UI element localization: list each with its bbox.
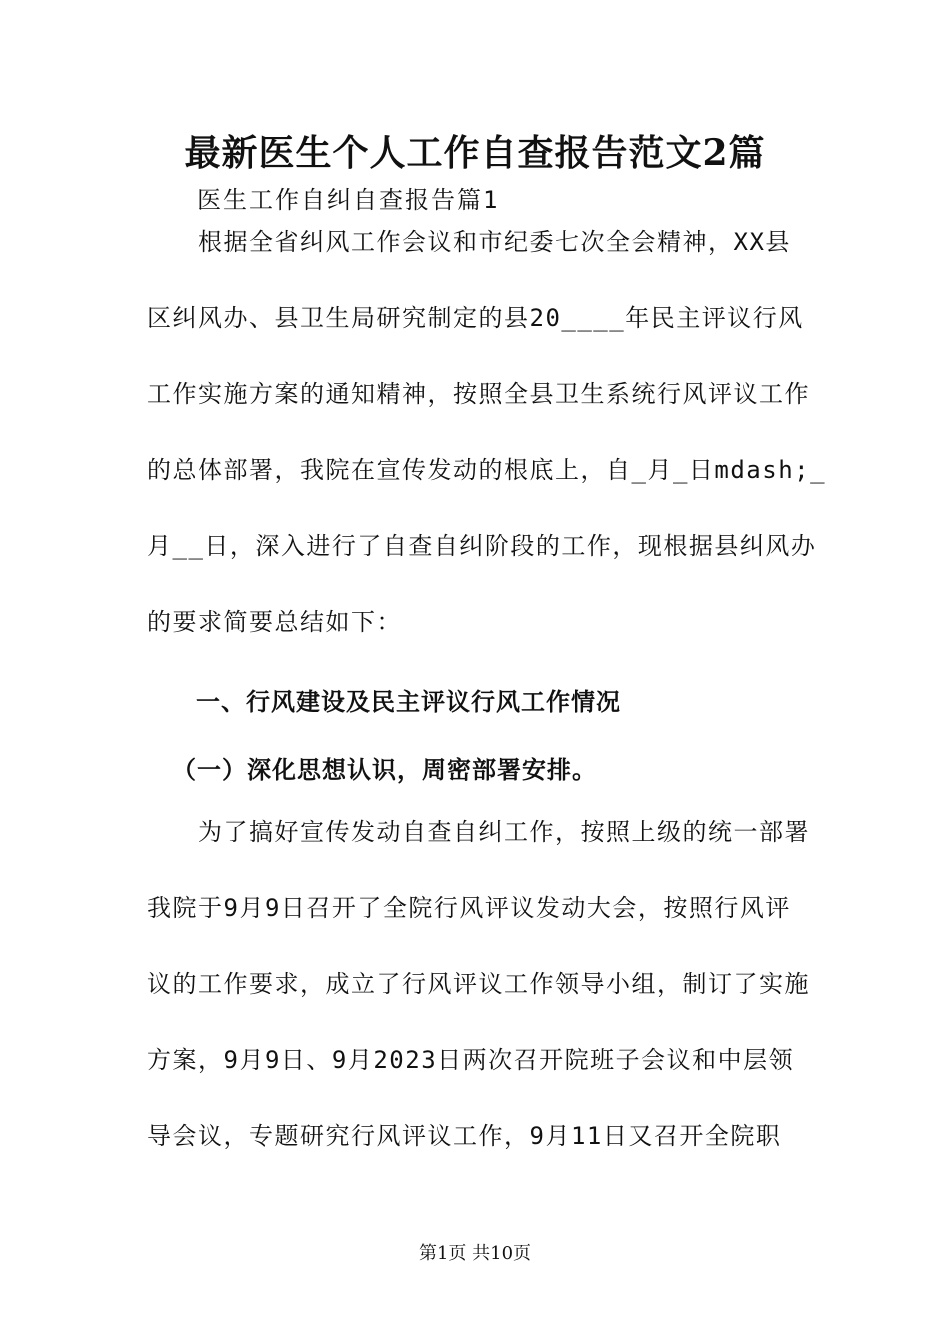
subsection-heading: （一）深化思想认识，周密部署安排。 (172, 756, 597, 784)
paragraph-line: 区纠风办、县卫生局研究制定的县20____年民主评议行风 (147, 304, 804, 332)
paragraph-line: 根据全省纠风工作会议和市纪委七次全会精神，XX县 (147, 228, 791, 256)
paragraph-line: 方案，9月9日、9月2023日两次召开院班子会议和中层领 (147, 1046, 795, 1074)
document-subtitle: 医生工作自纠自查报告篇1 (197, 186, 500, 214)
paragraph-line: 为了搞好宣传发动自查自纠工作，按照上级的统一部署 (147, 818, 810, 846)
paragraph-line: 导会议，专题研究行风评议工作，9月11日又召开全院职 (147, 1122, 782, 1150)
section-heading: 一、行风建设及民主评议行风工作情况 (196, 688, 621, 716)
paragraph-line: 工作实施方案的通知精神，按照全县卫生系统行风评议工作 (147, 380, 810, 408)
paragraph-line: 月__日，深入进行了自查自纠阶段的工作，现根据县纠风办 (147, 532, 817, 560)
document-title: 最新医生个人工作自查报告范文2篇 (184, 132, 766, 174)
page-footer: 第1页 共10页 (418, 1243, 532, 1264)
paragraph-line: 我院于9月9日召开了全院行风评议发动大会，按照行风评 (147, 894, 791, 922)
paragraph-line: 的要求简要总结如下： (147, 608, 402, 636)
paragraph-line: 的总体部署，我院在宣传发动的根底上，自_月_日mdash;_ (147, 456, 827, 484)
paragraph-line: 议的工作要求，成立了行风评议工作领导小组，制订了实施 (147, 970, 810, 998)
